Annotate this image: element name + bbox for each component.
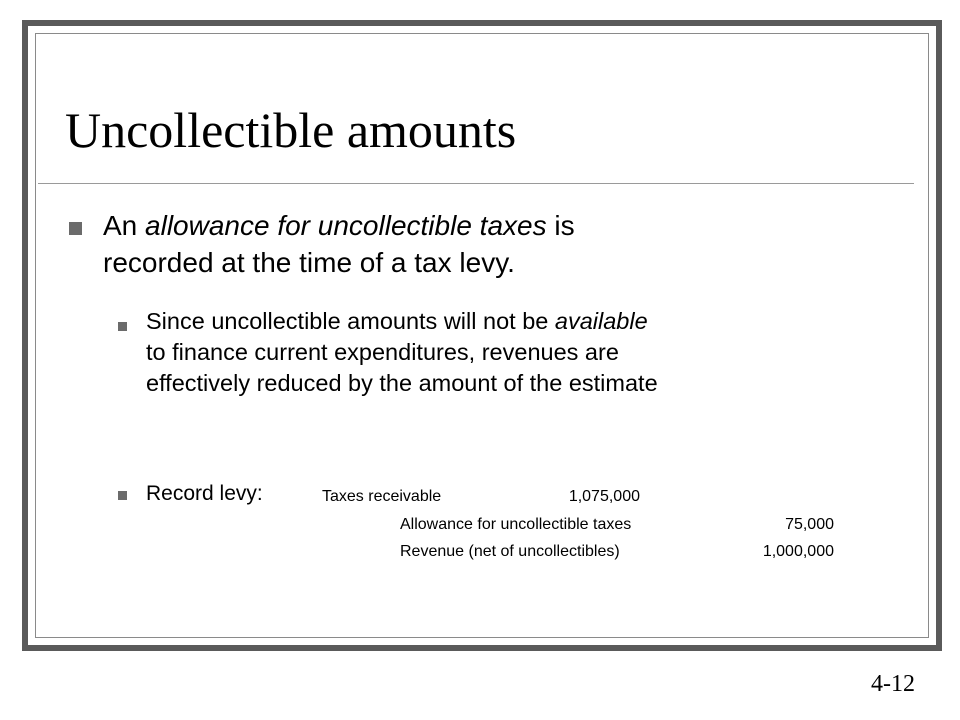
journal-credit-amount: 1,000,000 xyxy=(762,543,834,560)
sub-bullet-explanation xyxy=(146,306,658,399)
bullet-square-icon xyxy=(118,491,127,500)
bullet-square-icon xyxy=(118,322,127,331)
bullet-allowance xyxy=(103,207,575,281)
sub-bullet-text: to finance current expenditures, revenues are xyxy=(146,339,619,365)
journal-credit-account: Revenue (net of uncollectibles) xyxy=(400,543,620,560)
slide-number: 4-12 xyxy=(871,671,915,697)
journal-debit-account: Taxes receivable xyxy=(322,488,442,505)
sub-bullet-emphasis: available xyxy=(554,308,648,334)
sub-bullet-text: effectively reduced by the amount of the estimate xyxy=(146,370,658,396)
title-divider xyxy=(38,183,914,184)
bullet-text: An xyxy=(103,210,146,241)
journal-credit-account: Allowance for uncollectible taxes xyxy=(400,516,632,533)
slide-title: Uncollectible amounts xyxy=(65,102,517,158)
bullet-emphasis: allowance for uncollectible taxes xyxy=(145,210,547,241)
bullet-text: is xyxy=(546,210,575,241)
sub-bullet-text: Since uncollectible amounts will not be xyxy=(146,308,555,334)
journal-debit-amount: 1,075,000 xyxy=(568,488,640,505)
bullet-square-icon xyxy=(69,222,82,235)
journal-credit-amount: 75,000 xyxy=(785,516,834,533)
bullet-text: recorded at the time of a tax levy. xyxy=(103,247,515,278)
record-levy-label: Record levy: xyxy=(146,482,263,505)
